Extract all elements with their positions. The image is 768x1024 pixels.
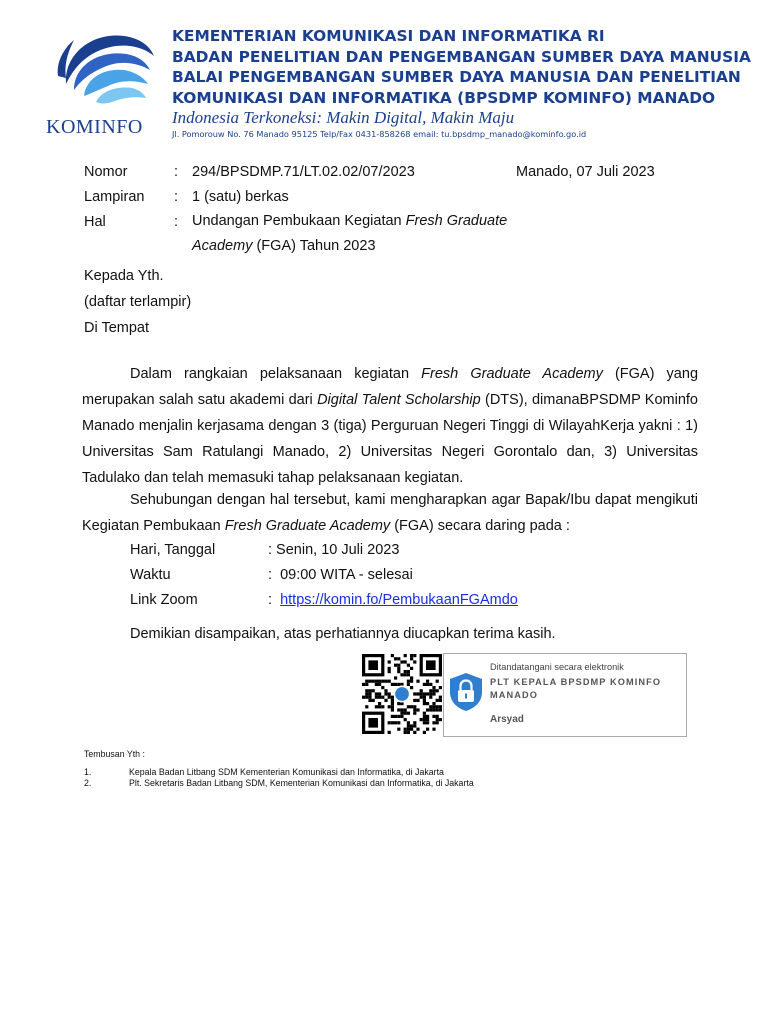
schedule-time-row [130, 564, 518, 589]
list-number: 2. [84, 778, 92, 788]
letterhead-line: KEMENTERIAN KOMUNIKASI DAN INFORMATIKA RI [172, 27, 605, 45]
addressee-line: (daftar terlampir) [84, 294, 192, 310]
time-label: Waktu [130, 567, 171, 583]
carbon-copy-section [84, 749, 474, 789]
letter-meta [84, 162, 514, 259]
addressee [84, 263, 191, 341]
body-italic: Fresh Graduate Academy [421, 366, 603, 382]
e-signature-box [443, 653, 687, 737]
schedule [130, 539, 518, 614]
colon: : [174, 214, 179, 230]
signature-note: Ditandatangani secara elektronik [490, 662, 624, 672]
schedule-link-row [130, 589, 518, 614]
body-text: (FGA) yang merupakan salah satu akademi dari [82, 366, 699, 408]
lampiran-value: 1 (satu) berkas [192, 189, 289, 205]
list-text: Kepala Badan Litbang SDM Kementerian Komunikasi dan Informatika, di Jakarta [129, 767, 444, 777]
body-text: Dalam rangkaian pelaksanaan kegiatan [130, 366, 422, 382]
date-label: Hari, Tanggal [130, 542, 216, 558]
time-value: : 09:00 WITA - selesai [268, 567, 413, 583]
zoom-link-label: Link Zoom [130, 592, 198, 608]
lock-shield-icon [448, 672, 484, 712]
body-paragraph-1 [82, 361, 698, 491]
signatory-title: PLT KEPALA BPSDMP KOMINFO MANADO [490, 677, 662, 700]
lampiran-label: Lampiran [84, 189, 145, 205]
tagline: Indonesia Terkoneksi: Makin Digital, Makin Maju [172, 108, 515, 127]
body-text: (DTS), dimanaBPSDMP Kominfo Manado menjalin kerjasama dengan 3 (tiga) Perguruan Negeri Tinggi di WilayahKerja yakni : 1) Universitas Sam Ratulangi Manado, 2) Universitas Negeri Gorontalo dan, 3) Universitas Tadulako dan telah memasuki tahap pelaksanaan kegiatan. [82, 392, 698, 486]
closing-sentence: Demikian disampaikan, atas perhatiannya diucapkan terima kasih. [130, 626, 556, 642]
letterhead-line: BALAI PENGEMBANGAN SUMBER DAYA MANUSIA DAN PENELITIAN [172, 68, 741, 86]
logo-wordmark: KOMINFO [46, 116, 143, 138]
list-number: 1. [84, 767, 92, 777]
list-item [84, 767, 474, 778]
body-italic: Digital Talent Scholarship [317, 392, 481, 408]
letterhead-line: KOMUNIKASI DAN INFORMATIKA (BPSDMP KOMINFO) MANADO [172, 88, 716, 107]
letterhead [172, 26, 762, 139]
colon: : [268, 592, 281, 608]
hal-program-name: Fresh Graduate Academy [192, 213, 508, 254]
qr-code [362, 654, 442, 734]
body-text: Sehubungan dengan hal tersebut, kami mengharapkan agar Bapak/Ibu dapat mengikuti Kegiatan Pembukaan [82, 492, 698, 534]
colon: : [174, 164, 179, 180]
schedule-date-row [130, 539, 518, 564]
office-address: Jl. Pomorouw No. 76 Manado 95125 Telp/Fax 0431-858268 email: tu.bpsdmp_manado@kominfo.go.id [172, 129, 587, 139]
zoom-link[interactable]: https://komin.fo/PembukaanFGAmdo [280, 592, 518, 608]
addressee-line: Kepada Yth. [84, 268, 164, 284]
body-italic: Fresh Graduate Academy [224, 518, 391, 534]
nomor-value: 294/BPSDMP.71/LT.02.02/07/2023 [192, 164, 415, 180]
body-text: (FGA) secara daring pada : [390, 518, 570, 534]
hal-prefix: Undangan Pembukaan Kegiatan [192, 213, 406, 229]
meta-nomor [84, 162, 514, 187]
list-item [84, 778, 474, 789]
zoom-link-value [268, 589, 518, 614]
date-value: : Senin, 10 Juli 2023 [268, 542, 400, 558]
kominfo-logo-icon [44, 26, 166, 122]
colon: : [174, 189, 179, 205]
list-text: Plt. Sekretaris Badan Litbang SDM, Kementerian Komunikasi dan Informatika, di Jakarta [129, 778, 474, 788]
hal-value [192, 209, 514, 259]
place-date: Manado, 07 Juli 2023 [516, 164, 655, 180]
meta-hal [84, 212, 514, 259]
signatory-name: Arsyad [490, 714, 524, 725]
addressee-line: Di Tempat [84, 320, 150, 336]
carbon-copy-heading: Tembusan Yth : [84, 749, 145, 759]
nomor-label: Nomor [84, 164, 128, 180]
hal-label: Hal [84, 214, 106, 230]
hal-suffix: (FGA) Tahun 2023 [252, 238, 376, 254]
body-paragraph-2 [82, 487, 698, 539]
letterhead-line: BADAN PENELITIAN DAN PENGEMBANGAN SUMBER DAYA MANUSIA [172, 47, 751, 66]
carbon-copy-list [84, 767, 474, 789]
